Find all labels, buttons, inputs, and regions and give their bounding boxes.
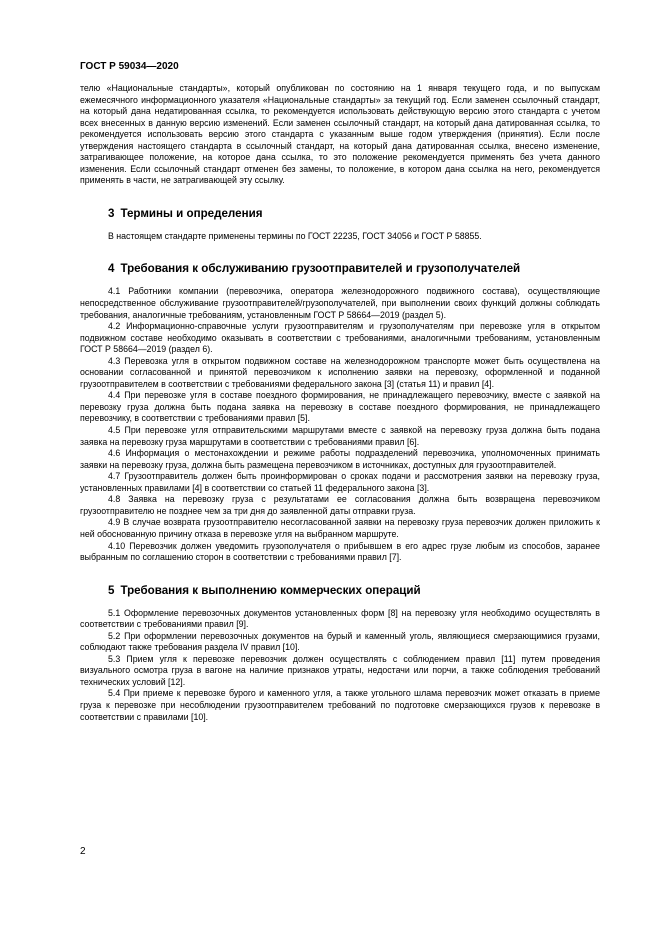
intro-paragraph: телю «Национальные стандарты», который опубликован по состоянию на 1 января текущего года, и по выпускам ежемесячного информационного указателя «Национальные стандарты» за текущий год. Если заменен ссылочный стандарт, на который дана недатированная ссылка, то рекомендуется использовать действующую версию этого стандарта с учетом всех внесенных в данную версию изменений. Если заменен ссылочный стандарт, на который дана датированная ссылка, то рекомендуется использовать версию этого стандарта с указанным выше годом утверждения (принятия). Если после утверждения настоящего стандарта в ссылочный стандарт, на который дана датированная ссылка, внесено изменение, затрагивающее положение, на которое дана ссылка, то это положение рекомендуется применять без учета данного изменения. Если ссылочный стандарт отменен без замены, то положение, в котором дана ссылка на него, рекомендуется применять в части, не затрагивающей эту ссылку. — [80, 83, 600, 186]
section-4-title: Требования к обслуживанию грузоотправителей и грузополучателей — [120, 262, 521, 276]
clause-4-8: 4.8 Заявка на перевозку груза с результатами ее согласования должна быть возвращена перевозчиком грузоотправителю не позднее чем за три дня до заявленной даты отправки груза. — [80, 494, 600, 516]
document-code-header: ГОСТ Р 59034—2020 — [80, 61, 179, 72]
section-4-number: 4 — [108, 262, 115, 276]
section-4-heading — [108, 262, 600, 276]
clause-4-10: 4.10 Перевозчик должен уведомить грузополучателя о прибывшем в его адрес грузе любым из способов, заранее выбранным по соглашению сторон в соответствии с требованиями правил [7]. — [80, 540, 600, 563]
clause-5-1: 5.1 Оформление перевозочных документов установленных форм [8] на перевозку угля необходимо осуществлять в соответствии с требованиями правил [9]. — [80, 607, 600, 630]
clause-4-1: 4.1 Работники компании (перевозчика, оператора железнодорожного подвижного состава), осуществляющие непосредственное обслуживание грузоотправителей/грузополучателей, при выполнении своих функций должны соблюдать требования, аналогичные требованиям, установленным ГОСТ Р 58664—2019 (раздел 5). — [80, 286, 600, 320]
clause-4-7: 4.7 Грузоотправитель должен быть проинформирован о сроках подачи и рассмотрения заявки на перевозку груза, установленных правилами [4] в соответствии со статьей 11 федерального закона [3]. — [80, 471, 600, 493]
clause-5-4: 5.4 При приеме к перевозке бурого и каменного угля, а также угольного шлама перевозчик может отказать в приеме груза к перевозке при несоблюдении грузоотправителем требований по подготовке смерзающихся грузов к перевозке в соответствии с правилами [10]. — [80, 688, 600, 722]
page-body — [80, 83, 600, 723]
clause-5-3: 5.3 Прием угля к перевозке перевозчик должен осуществлять с соблюдением правил [11] путем проведения визуального осмотра груза в вагоне на наличие признаков утраты, недостачи или порчи, а также соблюдения требований технических условий [12]. — [80, 653, 600, 687]
clause-4-9: 4.9 В случае возврата грузоотправителю несогласованной заявки на перевозку груза перевозчик должен приложить к ней обоснованную причину отказа в перевозке угля на выбранном маршруте. — [80, 517, 600, 539]
clause-4-2: 4.2 Информационно-справочные услуги грузоотправителям и грузополучателям при перевозке угля в открытом подвижном составе необходимо оказывать в соответствии с требованиями, аналогичными требованиям, установленным ГОСТ Р 58664—2019 (раздел 6). — [80, 321, 600, 355]
clause-4-6: 4.6 Информация о местонахождении и режиме работы подразделений перевозчика, уполномоченных принимать заявки на перевозку груза, должна быть размещена перевозчиком в источниках, доступных для грузоотправителей. — [80, 448, 600, 470]
section-5-number: 5 — [108, 583, 115, 597]
clause-4-4: 4.4 При перевозке угля в составе поездного формирования, не принадлежащего перевозчику, вместе с заявкой на перевозку груза должна быть подана заявка на перевозку в составе поездного формирования, не принадлежащего перевозчику, в соответствии с требованиями правил [5]. — [80, 390, 600, 424]
clause-4-3: 4.3 Перевозка угля в открытом подвижном составе на железнодорожном транспорте может быть осуществлена на основании согласованной и принятой перевозчиком к исполнению заявки на перевозку, оформленной и поданной грузоотправителем в соответствии с требованиями федерального закона [3] (статья 11) и правил [4]. — [80, 355, 600, 389]
clause-5-2: 5.2 При оформлении перевозочных документов на бурый и каменный уголь, являющиеся смерзающимися грузами, соблюдают также требования раздела IV правил [10]. — [80, 630, 600, 653]
section-5-title: Требования к выполнению коммерческих операций — [120, 583, 421, 597]
clause-4-5: 4.5 При перевозке угля отправительскими маршрутами вместе с заявкой на перевозку груза должна быть подана заявка на перевозку груза маршрутами в соответствии с требованиями правил [6]. — [80, 425, 600, 447]
section-3-number: 3 — [108, 206, 115, 220]
section-3-heading — [108, 207, 600, 221]
page-number: 2 — [80, 846, 86, 857]
section-3-text: В настоящем стандарте применены термины по ГОСТ 22235, ГОСТ 34056 и ГОСТ Р 58855. — [108, 230, 482, 241]
section-5-heading — [108, 584, 600, 598]
section-3-title: Термины и определения — [120, 206, 263, 220]
